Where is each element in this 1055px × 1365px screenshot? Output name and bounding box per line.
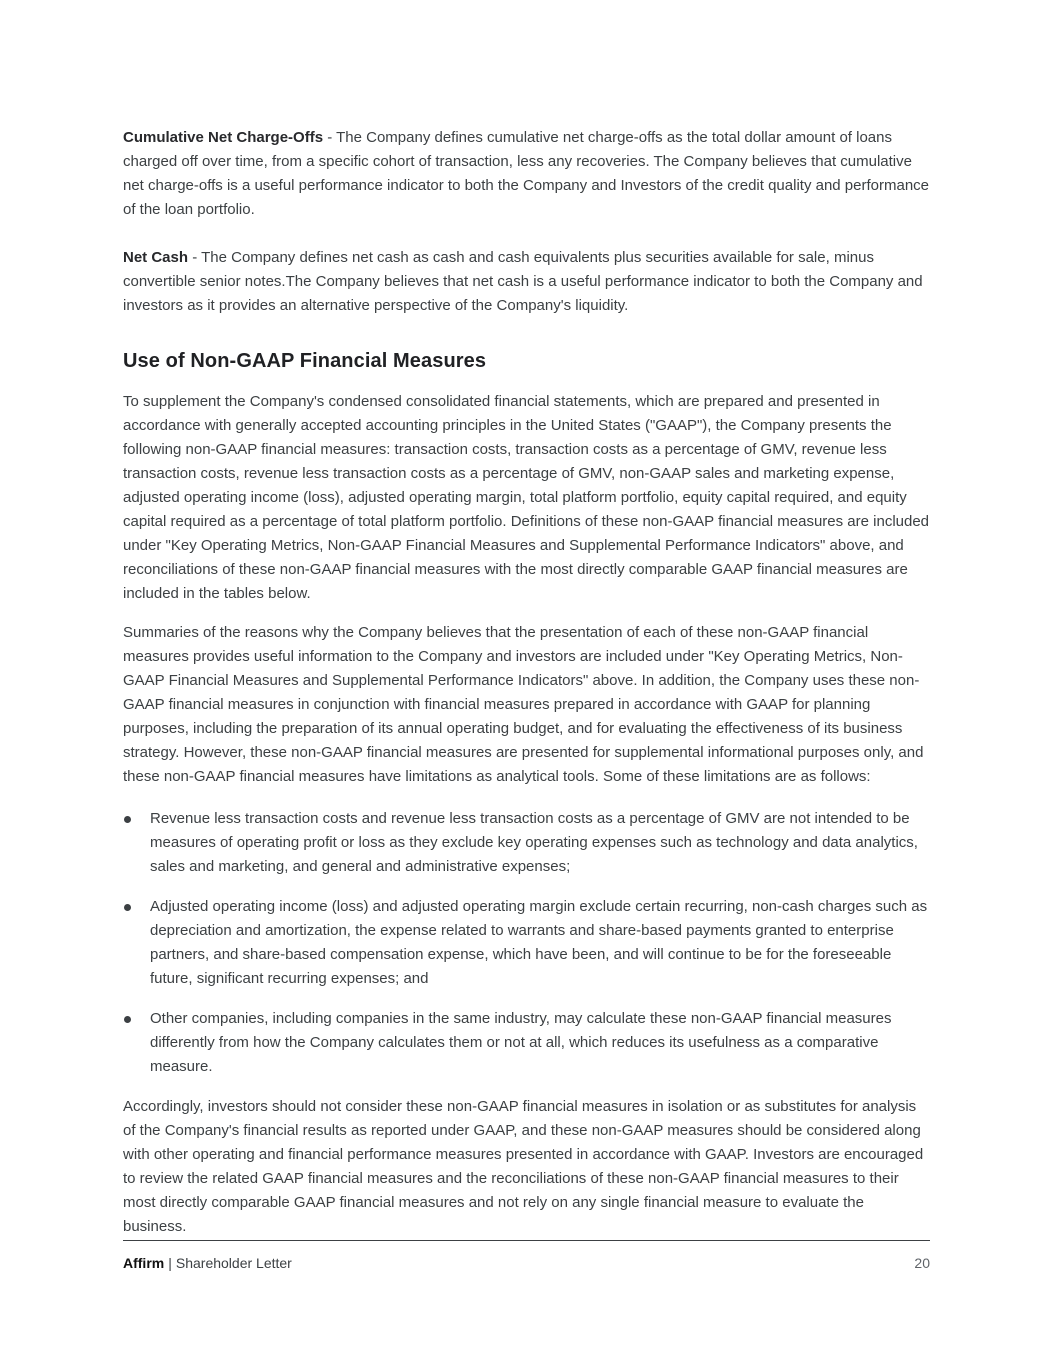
bullet-icon [124, 816, 131, 823]
bullet-text: Other companies, including companies in the same industry, may calculate these non-GAAP financial measures differently from how the Company calculates them or not at all, which reduces its usefulness as a comparative measure. [150, 1010, 892, 1075]
bullet-icon [124, 904, 131, 911]
definition-cumulative-net-charge-offs [123, 126, 930, 222]
page-number: 20 [914, 1255, 930, 1271]
bullet-item [123, 1007, 930, 1079]
bullet-text: Adjusted operating income (loss) and adjusted operating margin exclude certain recurring, non-cash charges such as depreciation and amortization, the expense related to warrants and share-based payments granted to enterprise partners, and share-based compensation expense, which have been, and will continue to be for the foreseeable future, significant recurring expenses; and [150, 898, 928, 987]
section-heading: Use of Non-GAAP Financial Measures [123, 350, 487, 372]
definition-text: - The Company defines net cash as cash and cash equivalents plus securities available for sale, minus convertible senior notes.The Company believes that net cash is a useful performance indicator to both the Company and investors as it provides an alternative perspective of the Company's liquidity. [123, 249, 923, 314]
bullet-icon [124, 1016, 131, 1023]
bullet-list [123, 807, 930, 1079]
footer-separator: | [168, 1255, 172, 1271]
definition-term: Cumulative Net Charge-Offs [123, 129, 324, 146]
bullet-text: Revenue less transaction costs and revenue less transaction costs as a percentage of GMV are not intended to be measures of operating profit or loss as they exclude key operating expenses such as technology and data analytics, sales and marketing, and general and administrative expenses; [150, 810, 918, 875]
section-closing-paragraph: Accordingly, investors should not consider these non-GAAP financial measures in isolation or as substitutes for analysis of the Company's financial results as reported under GAAP, and these non-GAAP measures should be considered along with other operating and financial performance measures presented in accordance with GAAP. Investors are encouraged to review the related GAAP financial measures and the reconciliations of these non-GAAP financial measures to their most directly comparable GAAP financial measures and not rely on any single financial measure to evaluate the business. [123, 1098, 924, 1235]
section-paragraph-2: Summaries of the reasons why the Company believes that the presentation of each of these non-GAAP financial measures provides useful information to the Company and investors are included under "Key Operating Metrics, Non-GAAP Financial Measures and Supplemental Performance Indicators" above. In addition, the Company uses these non-GAAP financial measures in conjunction with financial measures prepared in accordance with GAAP for planning purposes, including the preparation of its annual operating budget, and for evaluating the effectiveness of its business strategy. However, these non-GAAP financial measures are presented for supplemental informational purposes only, and these non-GAAP financial measures have limitations as analytical tools. Some of these limitations are as follows: [123, 624, 924, 785]
page-footer [123, 1240, 930, 1272]
definition-text: - The Company defines cumulative net charge-offs as the total dollar amount of loans charged off over time, from a specific cohort of transaction, less any recoveries. The Company believes that cumulative net charge-offs is a useful performance indicator to both the Company and Investors of the credit quality and performance of the loan portfolio. [123, 129, 930, 218]
section-paragraph-1: To supplement the Company's condensed consolidated financial statements, which are prepared and presented in accordance with generally accepted accounting principles in the United States ("GAAP"), the Company presents the following non-GAAP financial measures: transaction costs, transaction costs as a percentage of GMV, revenue less transaction costs, revenue less transaction costs as a percentage of GMV, non-GAAP sales and marketing expense, adjusted operating income (loss), adjusted operating margin, total platform portfolio, equity capital required, and equity capital required as a percentage of total platform portfolio. Definitions of these non-GAAP financial measures are included under "Key Operating Metrics, Non-GAAP Financial Measures and Supplemental Performance Indicators" above, and reconciliations of these non-GAAP financial measures with the most directly comparable GAAP financial measures are included in the tables below. [123, 393, 930, 602]
page-content [123, 0, 930, 1254]
bullet-item [123, 807, 930, 879]
footer-left [123, 1254, 292, 1272]
definition-term: Net Cash [123, 249, 189, 266]
footer-brand: Affirm [123, 1255, 165, 1271]
bullet-item [123, 895, 930, 991]
footer-label: Shareholder Letter [175, 1255, 292, 1271]
definition-net-cash [123, 246, 930, 318]
